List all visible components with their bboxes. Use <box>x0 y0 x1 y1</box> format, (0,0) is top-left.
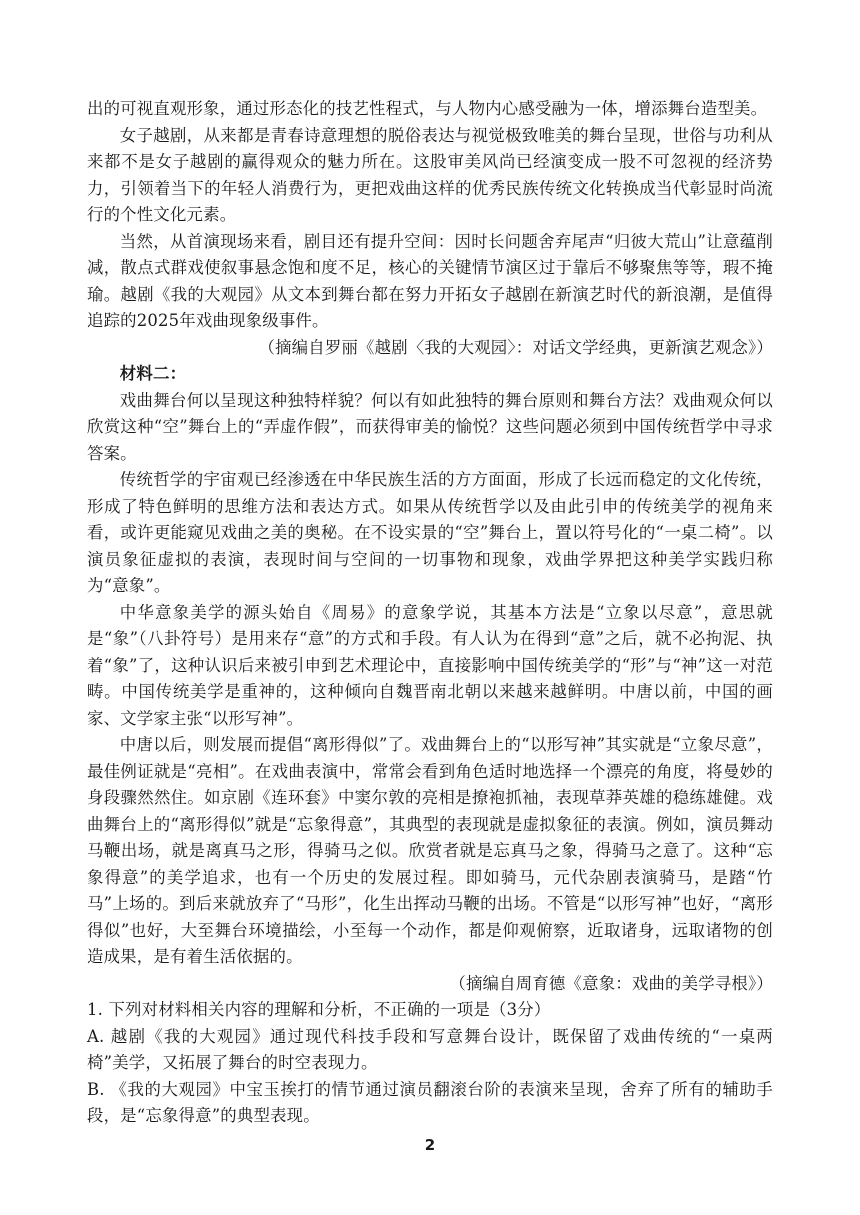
material-two-heading: 材料二： <box>119 364 187 383</box>
paragraph-continued: 出的可视直观形象，通过形态化的技艺性程式，与人物内心感受融为一体，增添舞台造型美。 <box>87 99 768 118</box>
paragraph-philosophy: 传统哲学的宇宙观已经渗透在中华民族生活的方方面面，形成了长远而稳定的文化传统，形成了特色鲜明的思维方法和表达方式。如果从传统哲学以及由此引申的传统美学的视角来看，或许更能窥见戏曲之美的奥秘。在不设实景的“空”舞台上，置以符号化的“一桌二椅”。以演员象征虚拟的表演，表现时间与空间的一切事物和现象，戏曲学界把这种美学实践归称为“意象”。 <box>87 470 773 595</box>
page-number: 2 <box>424 1136 436 1154</box>
paragraph-yueju-aesthetics: 女子越剧，从来都是青春诗意理想的脱俗表达与视觉极致唯美的舞台呈现，世俗与功利从来都不是女子越剧的赢得观众的魅力所在。这股审美风尚已经演变成一股不可忽视的经济势力，引领着当下的年轻人消费行为，更把戏曲这样的优秀民族传统文化转换成当代彰显时尚流行的个性文化元素。 <box>87 125 773 224</box>
paragraph-yixiang-origin: 中华意象美学的源头始自《周易》的意象学说，其基本方法是“立象以尽意”，意思就是“象”（八卦符号）是用来存“意”的方式和手段。有人认为在得到“意”之后，就不必拘泥、执着“象”了，这种认识后来被引申到艺术理论中，直接影响中国传统美学的“形”与“神”这一对范畴。中国传统美学是重神的，这种倾向自魏晋南北朝以来越来越鲜明。中唐以前，中国的画家、文学家主张“以形写神”。 <box>87 602 773 728</box>
source-citation-2: （摘编自周育德《意象：戏曲的美学寻根》） <box>449 973 773 993</box>
question-1: 1. 下列对材料相关内容的理解和分析，不正确的一项是（3分） <box>87 1000 551 1019</box>
option-a: A. 越剧《我的大观园》通过现代科技手段和写意舞台设计，既保留了戏曲传统的“一桌两椅”美学，又拓展了舞台的时空表现力。 <box>87 1026 773 1072</box>
option-b: B. 《我的大观园》中宝玉挨打的情节通过演员翻滚台阶的表演来呈现，舍弃了所有的辅助手段，是“忘象得意”的典型表现。 <box>87 1079 773 1125</box>
paragraph-room-for-improvement: 当然，从首演现场来看，剧目还有提升空间：因时长问题舍弃尾声“归彼大荒山”让意蕴削减，散点式群戏使叙事悬念饱和度不足，核心的关键情节演区过于靠后不够聚焦等等，瑕不掩瑜。越剧《我的大观园》从文本到舞台都在努力开拓女子越剧在新演艺时代的新浪潮，是值得追踪的2025年戏曲现象级事件。 <box>87 231 773 330</box>
paragraph-questions: 戏曲舞台何以呈现这种独特样貌？何以有如此独特的舞台原则和舞台方法？戏曲观众何以欣赏这种“空”舞台上的“弄虚作假”，而获得审美的愉悦？这些问题必须到中国传统哲学中寻求答案。 <box>87 390 773 463</box>
page-content <box>87 96 773 1130</box>
source-citation-1: （摘编自罗丽《越剧〈我的大观园〉：对话文学经典，更新演艺观念》） <box>258 337 773 357</box>
paragraph-mid-tang: 中唐以后，则发展而提倡“离形得似”了。戏曲舞台上的“以形写神”其实就是“立象尽意”，最佳例证就是“亮相”。在戏曲表演中，常常会看到角色适时地选择一个漂亮的角度，将曼妙的身段骤然然住。如京剧《连环套》中窦尔敦的亮相是撩袍抓袖，表现草莽英雄的稳练雄健。戏曲舞台上的“离形得似”就是“忘象得意”，其典型的表现就是虚拟象征的表演。例如，演员舞动马鞭出场，就是离真马之形，得骑马之似。欣赏者就是忘真马之象，得骑马之意了。这种“忘象得意”的美学追求，也有一个历史的发展过程。即如骑马，元代杂剧表演骑马，是踏“竹马”上场的。到后来就放弃了“马形”，化生出挥动马鞭的出场。不管是“以形写神”也好，“离形得似”也好，大至舞台环境描绘，小至每一个动作，都是仰观俯察，近取诸身，远取诸物的创造成果，是有着生活依据的。 <box>87 735 773 966</box>
